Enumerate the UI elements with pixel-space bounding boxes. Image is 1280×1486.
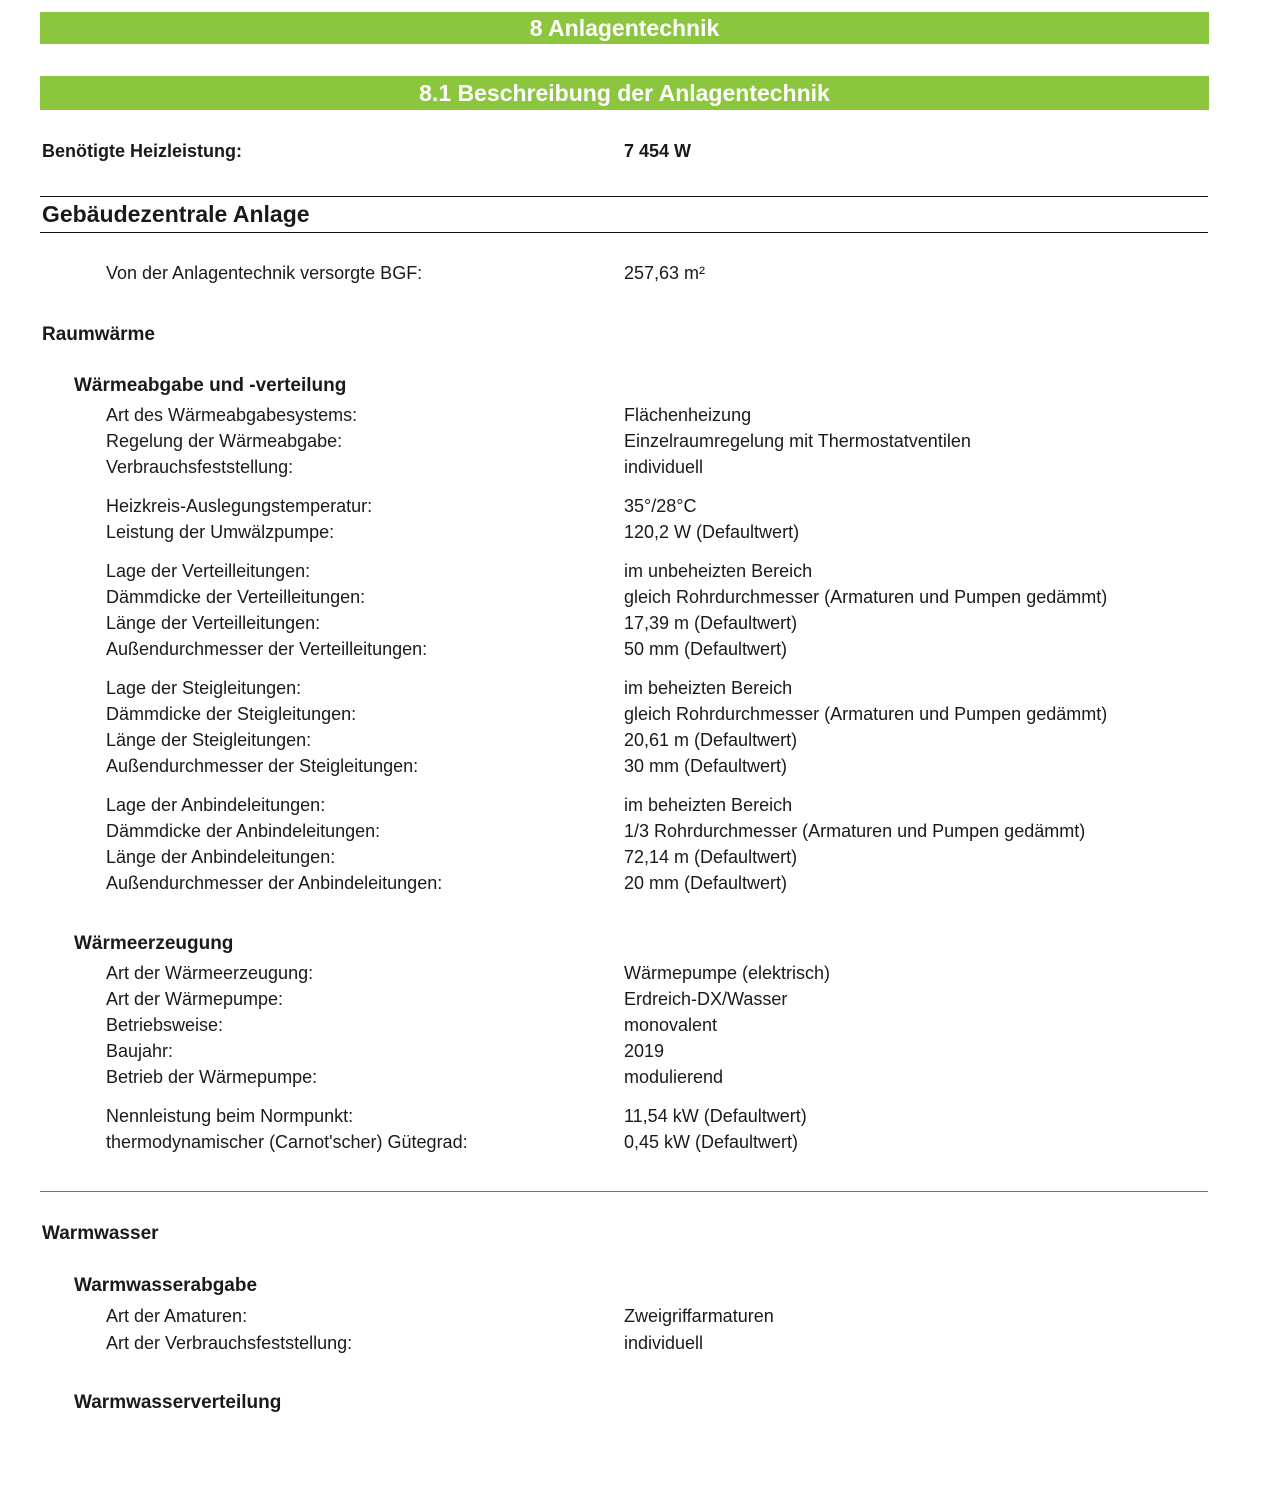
heading-waermeabgabe: Wärmeabgabe und -verteilung (74, 375, 347, 396)
row-label: Lage der Steigleitungen: (106, 678, 302, 698)
row-label: Leistung der Umwälzpumpe: (106, 522, 335, 542)
table-row (0, 431, 1280, 457)
row-value: 72,14 m (Defaultwert) (624, 847, 798, 867)
row-label: Außendurchmesser der Steigleitungen: (106, 756, 419, 776)
row-label: Heizkreis-Auslegungstemperatur: (106, 496, 373, 516)
row-label: Art des Wärmeabgabesystems: (106, 405, 358, 425)
table-row (0, 1306, 1280, 1332)
row-value: 30 mm (Defaultwert) (624, 756, 788, 776)
table-row (0, 730, 1280, 756)
row-label: Dämmdicke der Steigleitungen: (106, 704, 357, 724)
row-label: Baujahr: (106, 1041, 174, 1061)
table-row (0, 756, 1280, 782)
section-banner: 8.1 Beschreibung der Anlagentechnik (40, 76, 1209, 110)
row-label: Art der Amaturen: (106, 1306, 248, 1326)
row-value: 1/3 Rohrdurchmesser (Armaturen und Pumpen gedämmt) (624, 821, 1086, 841)
heizleistung-label: Benötigte Heizleistung: (42, 141, 243, 161)
row-label: Art der Wärmepumpe: (106, 989, 284, 1009)
row-label: Lage der Anbindeleitungen: (106, 795, 326, 815)
table-row (0, 587, 1280, 613)
row-label: Außendurchmesser der Verteilleitungen: (106, 639, 428, 659)
row-label: Dämmdicke der Anbindeleitungen: (106, 821, 381, 841)
row-label: Nennleistung beim Normpunkt: (106, 1106, 354, 1126)
table-row (0, 678, 1280, 704)
row-label: Länge der Verteilleitungen: (106, 613, 321, 633)
row-value: Wärmepumpe (elektrisch) (624, 963, 831, 983)
row-label: Länge der Anbindeleitungen: (106, 847, 336, 867)
row-value: 0,45 kW (Defaultwert) (624, 1132, 799, 1152)
table-row (0, 1132, 1280, 1158)
row-label: Außendurchmesser der Anbindeleitungen: (106, 873, 443, 893)
divider-under-title (40, 232, 1208, 233)
heading-waermeerzeugung: Wärmeerzeugung (74, 933, 234, 954)
section-title-zentrale: Gebäudezentrale Anlage (42, 201, 310, 227)
table-row (0, 847, 1280, 873)
row-value: 50 mm (Defaultwert) (624, 639, 788, 659)
heading-warmwasser: Warmwasser (42, 1223, 159, 1244)
row-value: Flächenheizung (624, 405, 752, 425)
row-label: Verbrauchsfeststellung: (106, 457, 294, 477)
heizleistung-value: 7 454 W (624, 141, 692, 161)
table-row (0, 522, 1280, 548)
table-row (0, 963, 1280, 989)
table-row (0, 821, 1280, 847)
table-row (0, 457, 1280, 483)
table-row (0, 1067, 1280, 1093)
table-row (0, 795, 1280, 821)
row-value: 20 mm (Defaultwert) (624, 873, 788, 893)
row-value: monovalent (624, 1015, 718, 1035)
row-value: 17,39 m (Defaultwert) (624, 613, 798, 633)
heading-warmwasserverteilung: Warmwasserverteilung (74, 1392, 282, 1413)
row-value: Zweigriffarmaturen (624, 1306, 774, 1326)
row-value: im beheizten Bereich (624, 678, 793, 698)
row-value: im unbeheizten Bereich (624, 561, 813, 581)
heading-warmwasserabgabe: Warmwasserabgabe (74, 1275, 258, 1296)
table-row (0, 1015, 1280, 1041)
row-label: Länge der Steigleitungen: (106, 730, 312, 750)
table-row (0, 561, 1280, 587)
row-value: Erdreich-DX/Wasser (624, 989, 788, 1009)
row-value: 35°/28°C (624, 496, 697, 516)
row-label: Betriebsweise: (106, 1015, 224, 1035)
row-value: gleich Rohrdurchmesser (Armaturen und Pumpen gedämmt) (624, 587, 1108, 607)
heading-raumwaerme: Raumwärme (42, 324, 155, 345)
bgf-row (0, 263, 1280, 289)
row-label: Art der Verbrauchsfeststellung: (106, 1333, 353, 1353)
bgf-value: 257,63 m² (624, 263, 706, 283)
row-value: 11,54 kW (Defaultwert) (624, 1106, 807, 1126)
table-row (0, 639, 1280, 665)
table-row (0, 1333, 1280, 1359)
row-label: Art der Wärmeerzeugung: (106, 963, 314, 983)
table-row (0, 405, 1280, 431)
bgf-label: Von der Anlagentechnik versorgte BGF: (106, 263, 423, 283)
chapter-banner: 8 Anlagentechnik (40, 12, 1209, 44)
row-label: Regelung der Wärmeabgabe: (106, 431, 343, 451)
row-label: Lage der Verteilleitungen: (106, 561, 311, 581)
table-row (0, 613, 1280, 639)
row-value: gleich Rohrdurchmesser (Armaturen und Pumpen gedämmt) (624, 704, 1108, 724)
table-row (0, 1106, 1280, 1132)
row-value: im beheizten Bereich (624, 795, 793, 815)
row-value: modulierend (624, 1067, 724, 1087)
table-row (0, 704, 1280, 730)
table-row (0, 496, 1280, 522)
row-value: 2019 (624, 1041, 665, 1061)
row-label: Dämmdicke der Verteilleitungen: (106, 587, 366, 607)
table-row (0, 1041, 1280, 1067)
row-label: Betrieb der Wärmepumpe: (106, 1067, 318, 1087)
row-value: 20,61 m (Defaultwert) (624, 730, 798, 750)
row-value: Einzelraumregelung mit Thermostatventilen (624, 431, 971, 451)
row-label: thermodynamischer (Carnot'scher) Gütegrad: (106, 1132, 468, 1152)
table-row (0, 873, 1280, 899)
divider-bottom (40, 1191, 1208, 1192)
table-row (0, 989, 1280, 1015)
row-value: individuell (624, 457, 704, 477)
row-value: individuell (624, 1333, 704, 1353)
divider-top (40, 196, 1208, 197)
row-value: 120,2 W (Defaultwert) (624, 522, 800, 542)
